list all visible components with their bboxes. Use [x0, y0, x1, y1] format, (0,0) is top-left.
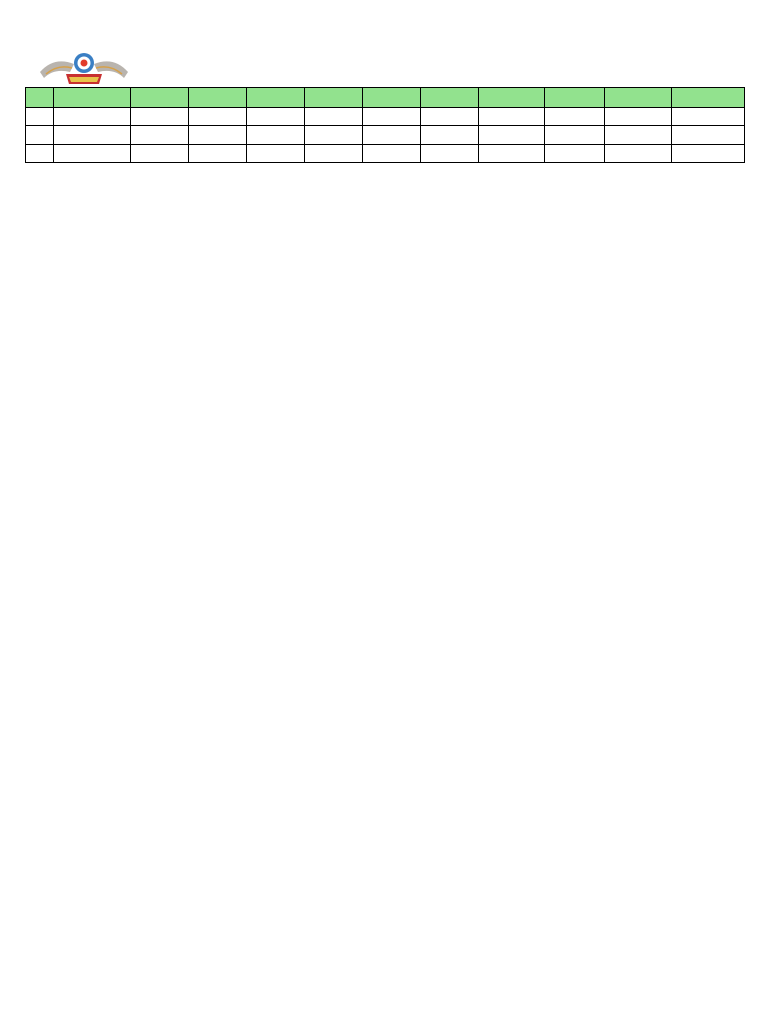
- column-header-nick-name-pemain-3: [605, 88, 672, 108]
- cell-nick-name-pemain-1: [479, 144, 545, 162]
- cell-id-pemain-5: [363, 144, 421, 162]
- cell-id-pemain-2: [189, 126, 247, 144]
- cell-kapten-tim: [54, 144, 131, 162]
- cell-kelas: [26, 108, 54, 126]
- cell-id-pemain-6: [421, 108, 479, 126]
- column-header-id-pemain-6: [421, 88, 479, 108]
- cell-nick-name-pemain-1: [479, 126, 545, 144]
- cell-id-pemain-1: [131, 108, 189, 126]
- column-header-id-pemain-5: [363, 88, 421, 108]
- column-header-kelas: [26, 88, 54, 108]
- cell-kelas: [26, 126, 54, 144]
- column-header-id-pemain-3: [247, 88, 305, 108]
- cell-id-pemain-3: [247, 144, 305, 162]
- cell-nick-name-pemain-3: [605, 108, 672, 126]
- cell-nick-name-pemain-2: [545, 108, 605, 126]
- cell-nick-name-pemain-3: [605, 144, 672, 162]
- cell-nick-name-pemain-4: [672, 108, 745, 126]
- cell-id-pemain-3: [247, 108, 305, 126]
- cell-nick-name-pemain-4: [672, 144, 745, 162]
- cell-id-pemain-5: [363, 108, 421, 126]
- cell-id-pemain-5: [363, 126, 421, 144]
- cell-id-pemain-2: [189, 144, 247, 162]
- cell-id-pemain-6: [421, 126, 479, 144]
- cell-id-pemain-1: [131, 144, 189, 162]
- column-header-id-pemain-2: [189, 88, 247, 108]
- cell-nick-name-pemain-4: [672, 126, 745, 144]
- cell-kapten-tim: [54, 108, 131, 126]
- cell-id-pemain-4: [305, 126, 363, 144]
- column-header-kapten-tim: [54, 88, 131, 108]
- cell-id-pemain-4: [305, 144, 363, 162]
- column-header-nick-name-pemain-4: [672, 88, 745, 108]
- cell-id-pemain-6: [421, 144, 479, 162]
- cell-nick-name-pemain-1: [479, 108, 545, 126]
- table-row: [26, 144, 745, 162]
- cell-nick-name-pemain-2: [545, 126, 605, 144]
- cell-kelas: [26, 144, 54, 162]
- cell-id-pemain-2: [189, 108, 247, 126]
- cell-id-pemain-1: [131, 126, 189, 144]
- column-header-nick-name-pemain-1: [479, 88, 545, 108]
- table-header-row: [26, 88, 745, 108]
- cell-id-pemain-3: [247, 126, 305, 144]
- esports-logo: [36, 50, 132, 90]
- team-registration-table: [25, 87, 745, 163]
- cell-id-pemain-4: [305, 108, 363, 126]
- table-row: [26, 126, 745, 144]
- column-header-id-pemain-1: [131, 88, 189, 108]
- column-header-id-pemain-4: [305, 88, 363, 108]
- table-row: [26, 108, 745, 126]
- cell-nick-name-pemain-3: [605, 126, 672, 144]
- cell-kapten-tim: [54, 126, 131, 144]
- cell-nick-name-pemain-2: [545, 144, 605, 162]
- column-header-nick-name-pemain-2: [545, 88, 605, 108]
